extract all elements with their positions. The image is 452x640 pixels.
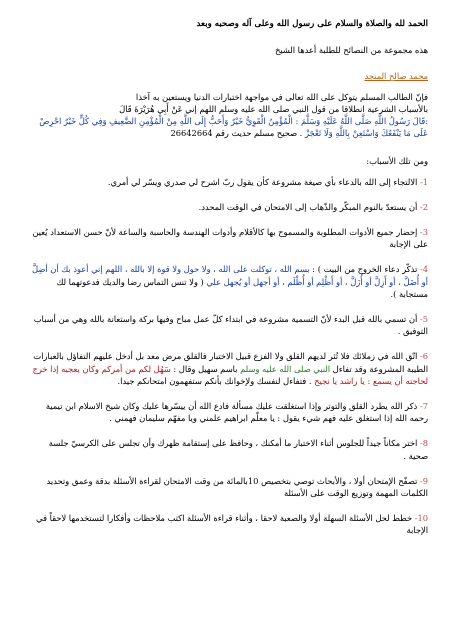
item-text: تذكّر دعاء الخروج من البيت ) :: [309, 264, 420, 275]
item-number: 6-: [419, 351, 428, 362]
item-text: اختر مكاناً جيداً للجلوس أثناء الاختبار ما أمكنك ، وحافظ على إستقامة ظهرك وأن تجلس على الكرسيّ جلسة صحية .: [48, 438, 428, 461]
item-text-mid: باسم سهيل وقال :: [170, 363, 241, 374]
item-number: 2-: [419, 201, 428, 212]
item-text: إحضار جميع الأدوات المطلوبة والمسموح بها كالأقلام وأدوات الهندسة والحاسبة والساعة لأنّ حسن الاستعداد يُعين على الإجابة: [32, 227, 428, 250]
item-text: أن يستعدّ بالنوم المبكّر والذّهاب إلى الامتحان في الوقت المحدد.: [198, 201, 420, 212]
hadith-attribution: :قَالَ رَسُولُ اللَّهِ صَلَّى اللَّهُ عَلَيْهِ وَسَلَّمَ :: [292, 116, 428, 127]
list-item-3: [28, 226, 428, 250]
item-text: تصفّح الإمتحان أولا ، والأبحاث توصي بتخصيص 10بالمائة من وقت الامتحان لقراءة الأسئلة بدقة وعمق وتحديد الكلمات المهمة وتوزيع الوقت على الأسئلة: [46, 475, 428, 499]
list-item-1: [28, 176, 428, 188]
list-item-2: [28, 201, 428, 213]
hadith-reference: . صحيح مسلم حديث رقم 26642664: [170, 128, 305, 139]
item-number: 4-: [419, 264, 428, 275]
item-text: خطط لحل الأسئلة السهلة أولا والصعبة لاحقا ، وأثناء قراءة الأسئلة اكتب ملاحظات وأفكارا لتستخدمها لاحقاً في الإجابة: [36, 513, 428, 536]
intro-line: هذه مجموعة من النصائح للطلبة أعدها الشيخ: [274, 45, 428, 56]
item-number: 3-: [419, 227, 428, 238]
document-page: [28, 12, 428, 550]
dua-text: بسم الله ، توكلت على الله ، ولا حول ولا قوة إلا بالله ، اللهم إني أعوذ بك أن أضِلَّ أو أُضَلَّ ، أو أَزِلَّ أو أُزَلَّ ، أو أَظْلِم أو أُظْلَم ، أو أجهل أو يُجهل علي: [31, 264, 428, 287]
list-item-7: [28, 400, 428, 424]
item-number: 8-: [419, 438, 428, 449]
opening-line-1: فإنّ الطالب المسلم يتوكل على الله تعالى في مواجهة اختبارات الدنيا ويستعين به آخذا: [135, 91, 428, 102]
item-number: 10-: [414, 513, 428, 524]
item-text: الالتجاء إلى الله بالدعاء بأي صيغة مشروعة كأن يقول ربّ اشرح لي صدري ويسّر لي أمري.: [107, 176, 420, 187]
section-heading: ومن تلك الأسباب:: [366, 156, 428, 167]
list-item-8: [28, 437, 428, 461]
list-item-5: [28, 313, 428, 337]
item-text-end: ( ولا تنس التماس رضا والديك فدعوتهما لك مستجابة ).: [56, 276, 428, 299]
opening-line-2: بالأسباب الشرعية انطلاقا من قول النبي صلى الله عليه وسلم اللهم إني عَنْ أَبِي هُرَيْرَةَ قَالَ: [119, 103, 428, 114]
list-item-6: [28, 350, 428, 387]
list-item-9: [28, 475, 428, 499]
item-text: اتّق الله في زملائك فلا تُثر لديهم القلق ولا الفزع قبيل الاختبار فالقلق مرض معد بل أدخل عليهم التفاؤل بالعبارات الطيبة المشروعة وقد تفاءل: [33, 351, 428, 374]
list-item-10: [28, 512, 428, 536]
item-text: ذكر الله يطرد القلق والتوتر وإذا استغلقت عليك مسألة فادع الله أن ييسّرها عليك وكان شيخ الاسلام ابن تيمية رحمه الله إذا استغلق عليه فهم شيء يقول : يا معلّم ابراهيم علمني ويا مفهّم سليمان فهمني .: [45, 401, 428, 424]
item-text: أن تسمي بالله قبل البدء لأنّ التسمية مشروعة في ابتداء كلّ عمل مباح وفيها بركة واستعانة بالله وهي من أسباب التوفيق .: [33, 314, 428, 337]
item-number: 1-: [419, 176, 428, 187]
item-text-end: . فتفاءل لنفسك ولإخوانك بأنكم ستفهمون امتحانكم جيدا.: [117, 375, 315, 386]
item-number: 5-: [419, 314, 428, 325]
hadith-text-2: عَلَى مَا يَنْفَعُكَ وَاسْتَعِنْ بِاللَّهِ وَلَا تَعْجَزْ: [304, 128, 428, 139]
hadith-quote: سَهُل لكم من أمركم وكان يعجبه إذا خرج لحاجته أن يسمع : يا راشد يا نجيح: [32, 363, 428, 386]
item-number: 9-: [419, 475, 428, 486]
prophet-mention: النبي صلى الله عليه وسلم: [240, 363, 331, 374]
item-number: 7-: [419, 401, 428, 412]
document-title: الحمد لله والصلاة والسلام على رسول الله وعلى آله وصحبه وبعد: [196, 19, 428, 29]
hadith-text-1: الْمُؤْمِنُ الْقَوِيُّ خَيْرٌ وَأَحَبُّ إِلَى اللَّهِ مِنْ الْمُؤْمِنِ الضَّعِيفِ وَفِي كُلٍّ خَيْرٌ احْرِصْ: [39, 116, 293, 127]
list-item-4: [28, 263, 428, 300]
opening-paragraph: [28, 91, 428, 140]
author-link[interactable]: محمد صالح المنجد: [364, 71, 428, 82]
